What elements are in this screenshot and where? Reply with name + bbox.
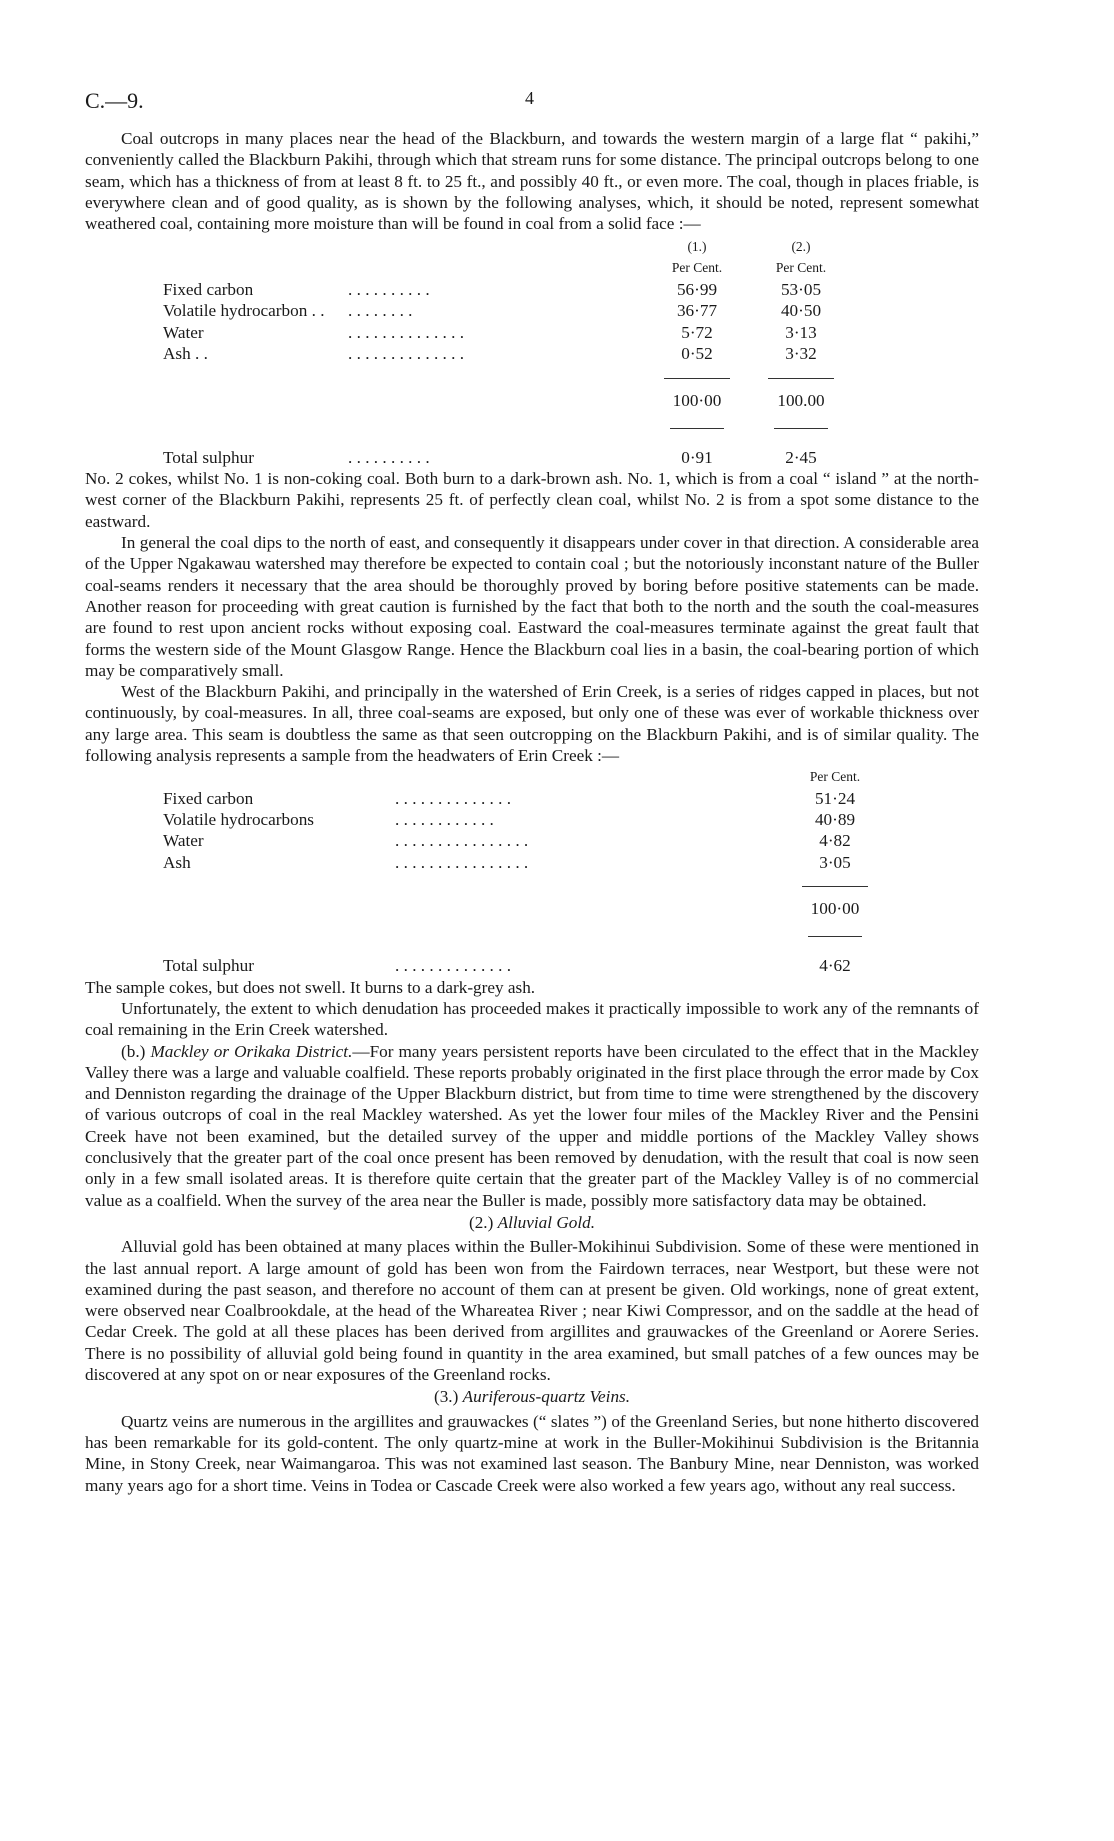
value-col-2: 53·05 — [780, 280, 822, 300]
paragraph-mackley-district — [85, 1041, 979, 1211]
row-label: Volatile hydrocarbon . . — [163, 301, 325, 321]
column-head-2: (2.) — [791, 239, 811, 255]
row-label: Fixed carbon — [163, 280, 254, 300]
sulphur-row — [163, 447, 856, 468]
total-row — [163, 894, 875, 924]
analysis-table-erin-creek — [163, 766, 875, 976]
leader-dots: . . . . . . . . . . . . . . — [348, 343, 465, 363]
total-col-1: 100·00 — [672, 390, 722, 410]
heading-number: (2.) — [468, 1212, 494, 1232]
table-row — [163, 343, 856, 364]
leader-dots: . . . . . . . . — [348, 301, 413, 321]
sum-rule — [664, 378, 730, 379]
heading-alluvial-gold — [85, 1212, 979, 1233]
table-row — [163, 809, 875, 830]
total-col-2: 100.00 — [777, 390, 825, 410]
section-body: —For many years persistent reports have been circulated to the effect that in the Mackley Valley there was a large and valuable coalfield. These reports probably originated in the first place through the error made by Cox and Denniston regarding the drainage of the Upper Blackburn district, but from time to time were strengthened by the discovery of various outcrops of coal in the real Mackley watershed. As yet the lower four miles of the Mackley River and the Pensini Creek have not been examined, but the detailed survey of the upper and middle portions of the Mackley Valley shows conclusively that the greater part of the coal once present has been removed by denudation, with the result that coal is now seen only in a few small isolated areas. It is therefore quite certain that the greater part of the Mackley Valley is of no commercial value as a coalfield. When the survey of the area near the Buller is made, possibly more satisfactory data may be obtained. — [85, 1041, 980, 1210]
value-col-2: 40·50 — [780, 301, 822, 321]
section-letter: (b.) — [121, 1041, 146, 1061]
total-row — [163, 386, 856, 416]
heading-quartz-veins — [85, 1386, 979, 1407]
value-col-1: 56·99 — [676, 280, 718, 300]
table-row — [163, 279, 856, 300]
sulphur-col-2: 2·45 — [785, 447, 817, 467]
unit-label-2: Per Cent. — [775, 260, 827, 276]
unit-label-1: Per Cent. — [671, 260, 723, 276]
row-label: Volatile hydrocarbons — [163, 809, 314, 829]
total-rule — [774, 428, 828, 429]
leader-dots: . . . . . . . . . . . . . . . . — [395, 831, 529, 851]
row-label: Ash . . — [163, 343, 208, 363]
row-label: Ash — [163, 852, 191, 872]
table-row — [163, 830, 875, 851]
paragraph-erin-creek: West of the Blackburn Pakihi, and principally in the watershed of Erin Creek, is a series of ridges capped in places, but not continuously, by coal-measures. In all, three coal-seams are exposed, but only one of these was ever of workable thickness over any large area. This seam is doubtless the same as that seen outcropping on the Blackburn Pakihi, and is of similar quality. The following analysis represents a sample from the headwaters of Erin Creek :— — [85, 682, 979, 766]
value-col-2: 3·13 — [785, 322, 817, 342]
sum-rule — [802, 886, 868, 887]
value-col-2: 3·32 — [785, 343, 817, 363]
table-row — [163, 322, 856, 343]
row-label: Water — [163, 322, 204, 342]
column-head-1: (1.) — [687, 239, 707, 255]
page-header — [85, 88, 979, 118]
analysis-table-blackburn — [163, 236, 856, 468]
value-col-1: 5·72 — [681, 322, 713, 342]
paragraph-cokes-comparison: No. 2 cokes, whilst No. 1 is non-coking coal. Both burn to a dark-brown ash. No. 1, which is from a coal “ island ” at the north-west corner of the Blackburn Pakihi, represents 25 ft. of perfectly clean coal, whilst No. 2 is from a spot some distance to the eastward. — [85, 469, 979, 531]
table-row — [163, 300, 856, 321]
leader-dots: . . . . . . . . . . . . . . — [348, 322, 465, 342]
table-row — [163, 788, 875, 809]
row-label: Fixed carbon — [163, 788, 254, 808]
total-value: 100·00 — [810, 899, 860, 919]
page-number: 4 — [525, 88, 534, 108]
leader-dots: . . . . . . . . . . . . — [395, 809, 494, 829]
value: 4·82 — [819, 831, 851, 851]
value: 51·24 — [814, 788, 856, 808]
heading-title: Auriferous-quartz Veins. — [462, 1387, 631, 1407]
leader-dots: . . . . . . . . . . — [348, 280, 430, 300]
document-reference: C.—9. — [85, 88, 144, 113]
paragraph-coal-dip: In general the coal dips to the north of east, and consequently it disappears under cover in that direction. A considerable area of the Upper Ngakawau watershed may therefore be expected to contain coal ; but the notoriously inconstant nature of the Buller coal-seams renders it necessary that the area should be thoroughly proved by boring before positive statements can be made. Another reason for proceeding with great caution is furnished by the fact that both to the north and the south the coal-measures are found to rest upon ancient rocks without exposing coal. Eastward the coal-measures terminate against the great fault that forms the western side of the Mount Glasgow Range. Hence the Blackburn coal lies in a basin, the coal-bearing portion of which may be comparatively small. — [85, 533, 979, 680]
value-col-1: 0·52 — [681, 343, 713, 363]
leader-dots: . . . . . . . . . . . . . . — [395, 956, 512, 976]
leader-dots: . . . . . . . . . . . . . . . . — [395, 852, 529, 872]
page — [85, 88, 979, 1496]
value: 3·05 — [819, 852, 851, 872]
value-col-1: 36·77 — [676, 301, 718, 321]
paragraph-denudation: Unfortunately, the extent to which denudation has proceeded makes it practically impossible to work any of the remnants of coal remaining in the Erin Creek watershed. — [85, 998, 979, 1040]
row-label: Water — [163, 831, 204, 851]
row-label: Total sulphur — [163, 956, 254, 976]
heading-number: (3.) — [433, 1387, 459, 1407]
row-label: Total sulphur — [163, 447, 254, 467]
paragraph-alluvial-gold: Alluvial gold has been obtained at many places within the Buller-Mokihinui Subdivision. Some of these were mentioned in the last annual report. A large amount of gold has been won from the Fairdown terraces, near Westport, but these were not examined during the past season, and therefore no account of them can at present be given. Old workings, none of great extent, were observed near Coalbrookdale, at the head of the Whareatea River ; near Kiwi Compressor, and on the saddle at the head of Cedar Creek. The gold at all these places has been derived from argillites and grauwackes of the Greenland or Aorere Series. There is no possibility of alluvial gold being found in quantity in the area examined, but small patches of a few ounces may be discovered at any spot on or near exposures of the Greenland rocks. — [85, 1237, 979, 1385]
paragraph-sample-cokes: The sample cokes, but does not swell. It burns to a dark-grey ash. — [85, 977, 536, 997]
total-rule — [670, 428, 724, 429]
sulphur-row — [163, 955, 875, 976]
section-title: Mackley or Orikaka District. — [150, 1041, 353, 1061]
sulphur-value: 4·62 — [819, 956, 851, 976]
total-rule — [808, 936, 862, 937]
leader-dots: . . . . . . . . . . — [348, 447, 430, 467]
unit-label: Per Cent. — [809, 768, 861, 784]
sulphur-col-1: 0·91 — [681, 447, 713, 467]
heading-title: Alluvial Gold. — [497, 1212, 596, 1232]
sum-rule — [768, 378, 834, 379]
leader-dots: . . . . . . . . . . . . . . — [395, 788, 512, 808]
value: 40·89 — [814, 809, 856, 829]
table-row — [163, 852, 875, 873]
paragraph-coal-outcrops: Coal outcrops in many places near the head of the Blackburn, and towards the western margin of a large flat “ pakihi,” conveniently called the Blackburn Pakihi, through which that stream runs for some distance. The principal outcrops belong to one seam, which has a thickness of from at least 8 ft. to 25 ft., and possibly 40 ft., or even more. The coal, though in places friable, is everywhere clean and of good quality, as is shown by the following analyses, which, it should be noted, represent somewhat weathered coal, containing more moisture than will be found in coal from a solid face :— — [85, 129, 979, 234]
paragraph-quartz-veins: Quartz veins are numerous in the argillites and grauwackes (“ slates ”) of the Greenland Series, but none hitherto discovered has been remarkable for its gold-content. The only quartz-mine at work in the Buller-Mokihinui Subdivision is the Britannia Mine, in Stony Creek, near Waimangaroa. This was not examined last season. The Banbury Mine, near Denniston, was worked many years ago for a short time. Veins in Todea or Cascade Creek were also worked a few years ago, without any real success. — [85, 1411, 979, 1495]
